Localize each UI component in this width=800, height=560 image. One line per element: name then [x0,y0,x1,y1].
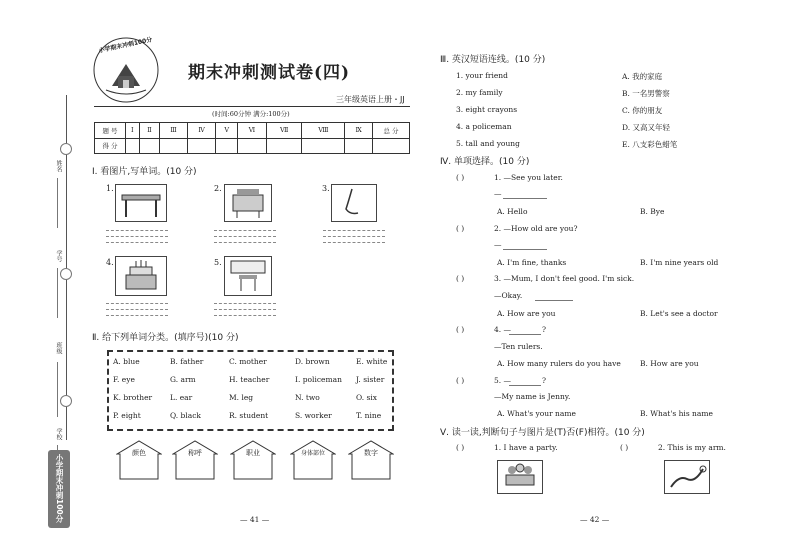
word-item: R. student [229,411,269,420]
phrase-left: 1. your friend [456,71,508,80]
page-title: 期末冲刺测试卷(四) [188,63,351,83]
option-b: B. How are you [640,359,699,368]
category-house[interactable] [348,440,394,480]
arm-picture [664,460,710,494]
nose-picture [331,184,377,222]
brand-strip [48,450,70,528]
id-label: 学号 [55,250,62,262]
title-rule [94,106,410,107]
table-cell: Ⅰ [126,123,140,139]
word-item: E. white [356,357,388,366]
option-b: B. Bye [640,207,665,216]
word-item: F. eye [113,375,135,384]
category-label: 数字 [364,449,378,457]
table-cell: Ⅱ [139,123,160,139]
table-picture [115,184,167,222]
section1-heading: Ⅰ. 看图片,写单词。(10 分) [92,167,197,177]
answer-dash: —My name is Jenny. [494,392,571,401]
category-label: 颜色 [132,449,146,457]
chair-picture [224,256,272,296]
word-item: C. mother [229,357,267,366]
subtitle: 三年级英语上册・JJ [336,95,405,104]
answer-line[interactable] [214,242,276,243]
score-header-row [95,123,410,139]
word-item: P. eight [113,411,141,420]
class-field[interactable] [57,362,58,417]
word-item: G. arm [170,375,196,384]
question-text: 5. — [494,376,512,385]
word-item: O. six [356,393,377,402]
score-cell[interactable] [126,138,140,154]
score-cell[interactable] [216,138,238,154]
table-cell: 题 号 [95,123,126,139]
item-number: 3. [322,184,330,193]
phrase-left: 5. tall and young [456,139,520,148]
question-mark: ? [542,376,547,385]
logo [92,36,160,104]
answer-paren[interactable]: ( ) [456,443,465,452]
table-cell: 总 分 [373,123,410,139]
phrase-right: A. 我的家庭 [622,72,663,81]
answer-dash: —Ten rulers. [494,342,543,351]
item-number: 2. [214,184,222,193]
category-label: 称呼 [188,449,202,457]
category-house[interactable] [230,440,276,480]
answer-line[interactable] [106,315,168,316]
party-picture [497,460,543,494]
category-house[interactable] [116,440,162,480]
table-cell: Ⅷ [302,123,345,139]
answer-line[interactable] [323,242,385,243]
word-item: I. policeman [295,375,342,384]
answer-paren[interactable]: ( ) [620,443,629,452]
table-cell: Ⅳ [187,123,216,139]
word-item: M. leg [229,393,254,402]
score-cell[interactable] [187,138,216,154]
page-number-right: — 42 — [580,515,610,524]
phrase-right: E. 八支彩色蜡笔 [622,140,678,149]
desk-picture [224,184,272,222]
logo-text: 小学期末冲刺100分 [98,36,153,55]
blank-line[interactable] [509,334,541,335]
answer-paren[interactable]: ( ) [456,224,465,233]
blank-line[interactable] [509,385,541,386]
answer-paren[interactable]: ( ) [456,325,465,334]
page-number-left: — 41 — [240,515,270,524]
name-field[interactable] [57,178,58,228]
score-table [94,122,410,154]
answer-paren[interactable]: ( ) [456,173,465,182]
option-b: B. What's his name [640,409,713,418]
answer-line[interactable] [214,309,276,310]
word-item: K. brother [113,393,153,402]
score-cell[interactable] [139,138,160,154]
option-a: A. How are you [497,309,556,318]
word-item: B. father [170,357,204,366]
category-house[interactable] [172,440,218,480]
option-a: A. What's your name [497,409,576,418]
item-number: 1. [106,184,114,193]
option-a: A. How many rulers do you have [497,359,621,368]
word-item: J. sister [356,375,385,384]
table-cell: 得 分 [95,138,126,154]
answer-line[interactable] [106,303,168,304]
class-label: 班级 [55,342,62,354]
phrase-right: D. 又高又年轻 [622,123,671,132]
table-cell: Ⅶ [266,123,302,139]
statement-text: 2. This is my arm. [658,443,726,452]
phrase-right: B. 一名男警察 [622,89,670,98]
word-item: Q. black [170,411,201,420]
option-a: A. Hello [497,207,528,216]
score-cell[interactable] [302,138,345,154]
option-b: B. Let's see a doctor [640,309,718,318]
score-cell[interactable] [373,138,410,154]
answer-line[interactable] [323,230,385,231]
item-number: 4. [106,258,114,267]
answer-line[interactable] [214,236,276,237]
name-label: 姓名 [55,160,62,172]
answer-dash: — [494,189,502,198]
blank-line[interactable] [535,300,573,301]
answer-line[interactable] [106,242,168,243]
table-cell: Ⅲ [160,123,188,139]
answer-line[interactable] [214,230,276,231]
option-a: A. I'm fine, thanks [497,258,567,267]
score-cell[interactable] [266,138,302,154]
section2-heading: Ⅱ. 给下列单词分类。(填序号)(10 分) [92,333,239,343]
category-house[interactable] [290,440,336,480]
answer-paren[interactable]: ( ) [456,274,465,283]
blank-line[interactable] [503,249,547,250]
answer-line[interactable] [106,230,168,231]
category-label: 职业 [246,449,260,457]
category-label: 身体部位 [300,450,325,457]
answer-line[interactable] [323,236,385,237]
score-row [95,138,410,154]
score-cell[interactable] [345,138,373,154]
answer-line[interactable] [214,315,276,316]
brand-text: 小学期末冲刺100分 [55,454,64,523]
answer-paren[interactable]: ( ) [456,376,465,385]
word-item: T. nine [356,411,382,420]
school-label: 学校 [55,428,62,440]
question-text: 2. —How old are you? [494,224,578,233]
table-cell: Ⅸ [345,123,373,139]
word-item: H. teacher [229,375,270,384]
blank-line[interactable] [503,198,547,199]
score-cell[interactable] [160,138,188,154]
answer-dash: —Okay. [494,291,523,300]
phrase-left: 4. a policeman [456,122,512,131]
question-text: 1. —See you later. [494,173,563,182]
section4-heading: Ⅳ. 单项选择。(10 分) [440,157,530,167]
phrase-left: 2. my family [456,88,503,97]
phrase-right: C. 你的朋友 [622,106,663,115]
section3-heading: Ⅲ. 英汉短语连线。(10 分) [440,55,546,65]
answer-line[interactable] [106,309,168,310]
answer-line[interactable] [106,236,168,237]
cake-picture [115,256,167,296]
time-note: (时间:60分钟 满分:100分) [212,110,290,118]
answer-dash: — [494,240,502,249]
word-item: A. blue [113,357,140,366]
answer-line[interactable] [214,303,276,304]
table-cell: Ⅴ [216,123,238,139]
word-item: S. worker [295,411,332,420]
id-field[interactable] [57,268,58,318]
question-text: 3. —Mum, I don't feel good. I'm sick. [494,274,635,283]
option-b: B. I'm nine years old [640,258,719,267]
question-text: 4. — [494,325,512,334]
word-item: N. two [295,393,320,402]
question-mark: ? [542,325,547,334]
statement-text: 1. I have a party. [494,443,558,452]
binding-hole [60,395,72,407]
section5-heading: Ⅴ. 读一读,判断句子与图片是(T)否(F)相符。(10 分) [440,428,645,438]
phrase-left: 3. eight crayons [456,105,518,114]
word-item: D. brown [295,357,330,366]
item-number: 5. [214,258,222,267]
word-item: L. ear [170,393,193,402]
binding-hole [60,268,72,280]
table-cell: Ⅵ [238,123,267,139]
score-cell[interactable] [238,138,267,154]
binding-hole [60,143,72,155]
